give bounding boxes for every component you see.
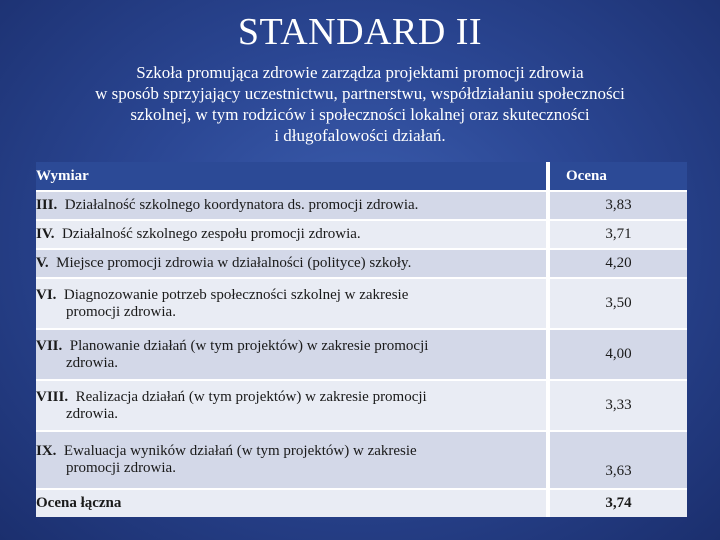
score-cell: 4,20 [546, 248, 687, 277]
table-row [36, 430, 687, 488]
total-score: 3,74 [546, 488, 687, 517]
subtitle-line: w sposób sprzyjający uczestnictwu, partnerstwu, współdziałaniu społeczności [95, 84, 625, 103]
dimension-cell [36, 277, 546, 328]
row-text: Ewaluacja wyników działań (w tym projektów) w zakresie [63, 443, 417, 459]
row-number: VII. [36, 337, 63, 354]
row-text: Działalność szkolnego zespołu promocji zdrowia. [62, 226, 361, 242]
row-text-continued: promocji zdrowia. [66, 303, 176, 320]
row-text-continued: zdrowia. [66, 405, 119, 422]
header-dimension: Wymiar [36, 162, 546, 190]
header-score: Ocena [546, 162, 687, 190]
row-text: Realizacja działań (w tym projektów) w zakresie promocji [75, 388, 427, 405]
row-text: Planowanie działań (w tym projektów) w zakresie promocji [69, 337, 429, 354]
subtitle-line: Szkoła promująca zdrowie zarządza projektami promocji zdrowia [136, 63, 584, 82]
dimension-cell [36, 190, 546, 219]
score-cell: 4,00 [546, 328, 687, 379]
score-cell: 3,71 [546, 219, 687, 248]
table-header-row [36, 162, 687, 190]
subtitle-line: szkolnej, w tym rodziców i społeczności lokalnej oraz skuteczności [130, 105, 590, 124]
row-number: III. [36, 197, 58, 213]
table-row [36, 379, 687, 430]
row-number: IX. [36, 443, 57, 459]
table-row [36, 219, 687, 248]
dimension-cell [36, 430, 546, 488]
row-text-continued: zdrowia. [66, 354, 119, 371]
dimension-cell [36, 328, 546, 379]
slide-subtitle [30, 62, 690, 146]
row-number: IV. [36, 226, 55, 242]
row-number: VI. [36, 286, 57, 303]
row-number: VIII. [36, 388, 69, 405]
slide-title: STANDARD II [237, 11, 483, 53]
total-row [36, 488, 687, 517]
score-cell: 3,33 [546, 379, 687, 430]
table-row [36, 328, 687, 379]
row-text: Diagnozowanie potrzeb społeczności szkolnej w zakresie [63, 286, 409, 303]
score-cell: 3,50 [546, 277, 687, 328]
table-row [36, 248, 687, 277]
score-cell: 3,63 [546, 430, 687, 488]
row-text-continued: promocji zdrowia. [66, 460, 176, 476]
dimension-cell [36, 248, 546, 277]
subtitle-line: i długofalowości działań. [274, 126, 446, 145]
dimension-cell [36, 379, 546, 430]
score-cell: 3,83 [546, 190, 687, 219]
total-label: Ocena łączna [36, 488, 546, 517]
row-text: Działalność szkolnego koordynatora ds. promocji zdrowia. [64, 197, 419, 213]
table-row [36, 190, 687, 219]
score-table [36, 162, 687, 517]
row-number: V. [36, 255, 49, 271]
table-row [36, 277, 687, 328]
row-text: Miejsce promocji zdrowia w działalności (polityce) szkoły. [56, 255, 412, 271]
dimension-cell [36, 219, 546, 248]
